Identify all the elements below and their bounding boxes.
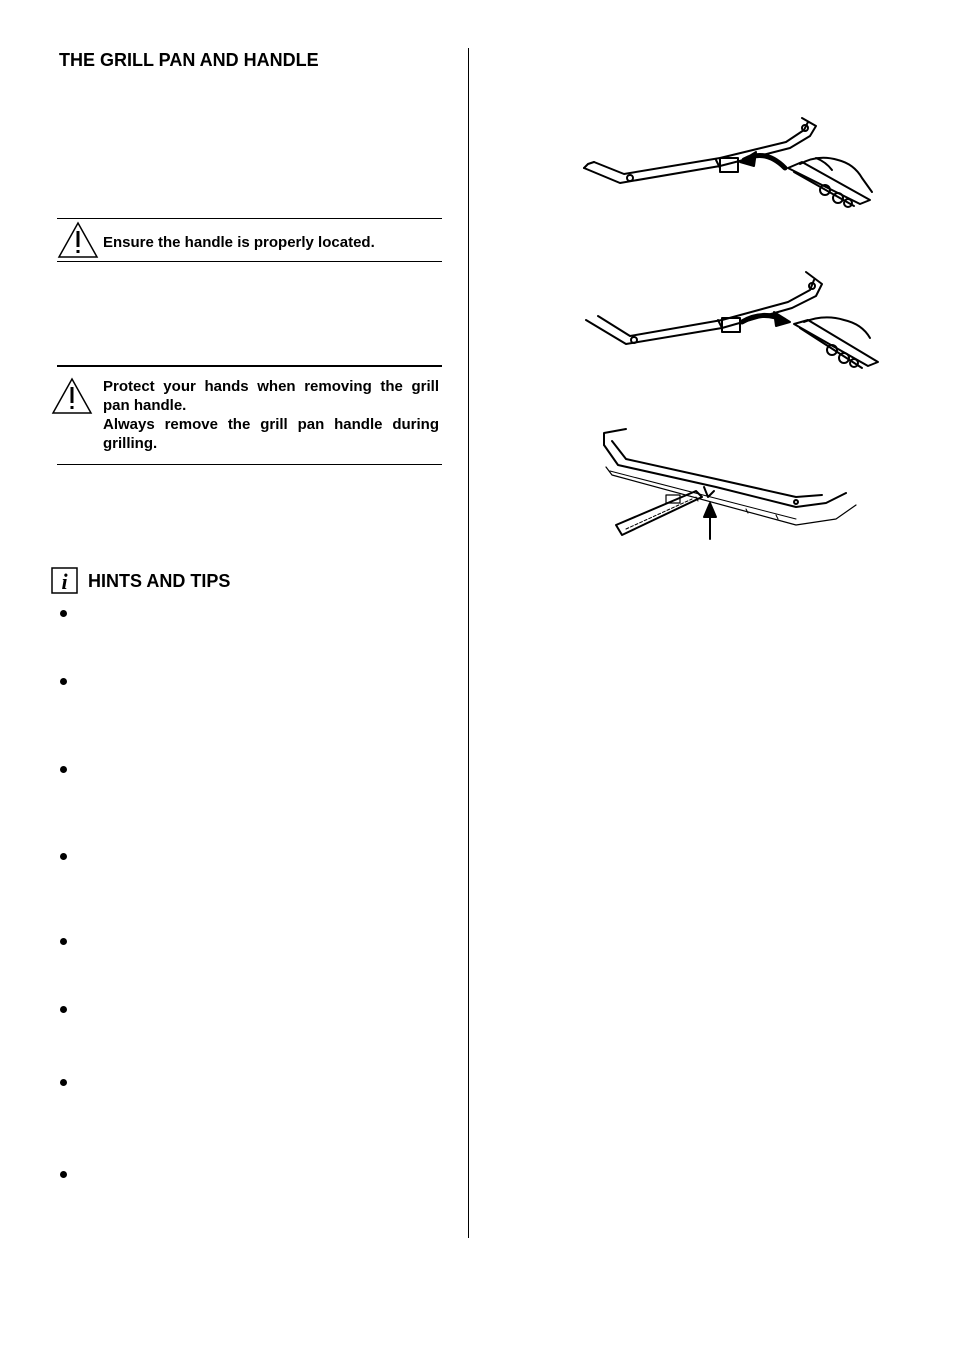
warning-triangle-icon [57, 221, 99, 259]
bullet-item [60, 1079, 67, 1086]
bullet-item [60, 766, 67, 773]
warning1-text: Ensure the handle is properly located. [103, 234, 375, 251]
warning1-bottom-rule [57, 261, 442, 262]
info-icon [51, 567, 78, 594]
remove-handle-illustration [582, 264, 882, 374]
bullet-item [60, 1006, 67, 1013]
svg-text:i: i [61, 569, 68, 594]
bullet-item [60, 853, 67, 860]
warning2-line1: Protect your hands when removing the grill pan handle. [103, 378, 439, 414]
section-title-grill-pan: THE GRILL PAN AND HANDLE [59, 50, 319, 70]
warning2-text [103, 377, 439, 453]
bullet-item [60, 678, 67, 685]
grill-pan-underside-illustration [596, 425, 860, 543]
warning2-top-rule [57, 365, 442, 367]
warning2-bottom-rule [57, 464, 442, 465]
attach-handle-illustration [580, 108, 880, 218]
warning-triangle-icon [51, 377, 93, 415]
column-divider [468, 48, 469, 1238]
warning1-top-rule [57, 218, 442, 219]
bullet-item [60, 938, 67, 945]
section-title-hints: HINTS AND TIPS [88, 571, 231, 591]
bullet-item [60, 610, 67, 617]
bullet-item [60, 1171, 67, 1178]
warning2-line2: Always remove the grill pan handle during grilling. [103, 416, 439, 452]
